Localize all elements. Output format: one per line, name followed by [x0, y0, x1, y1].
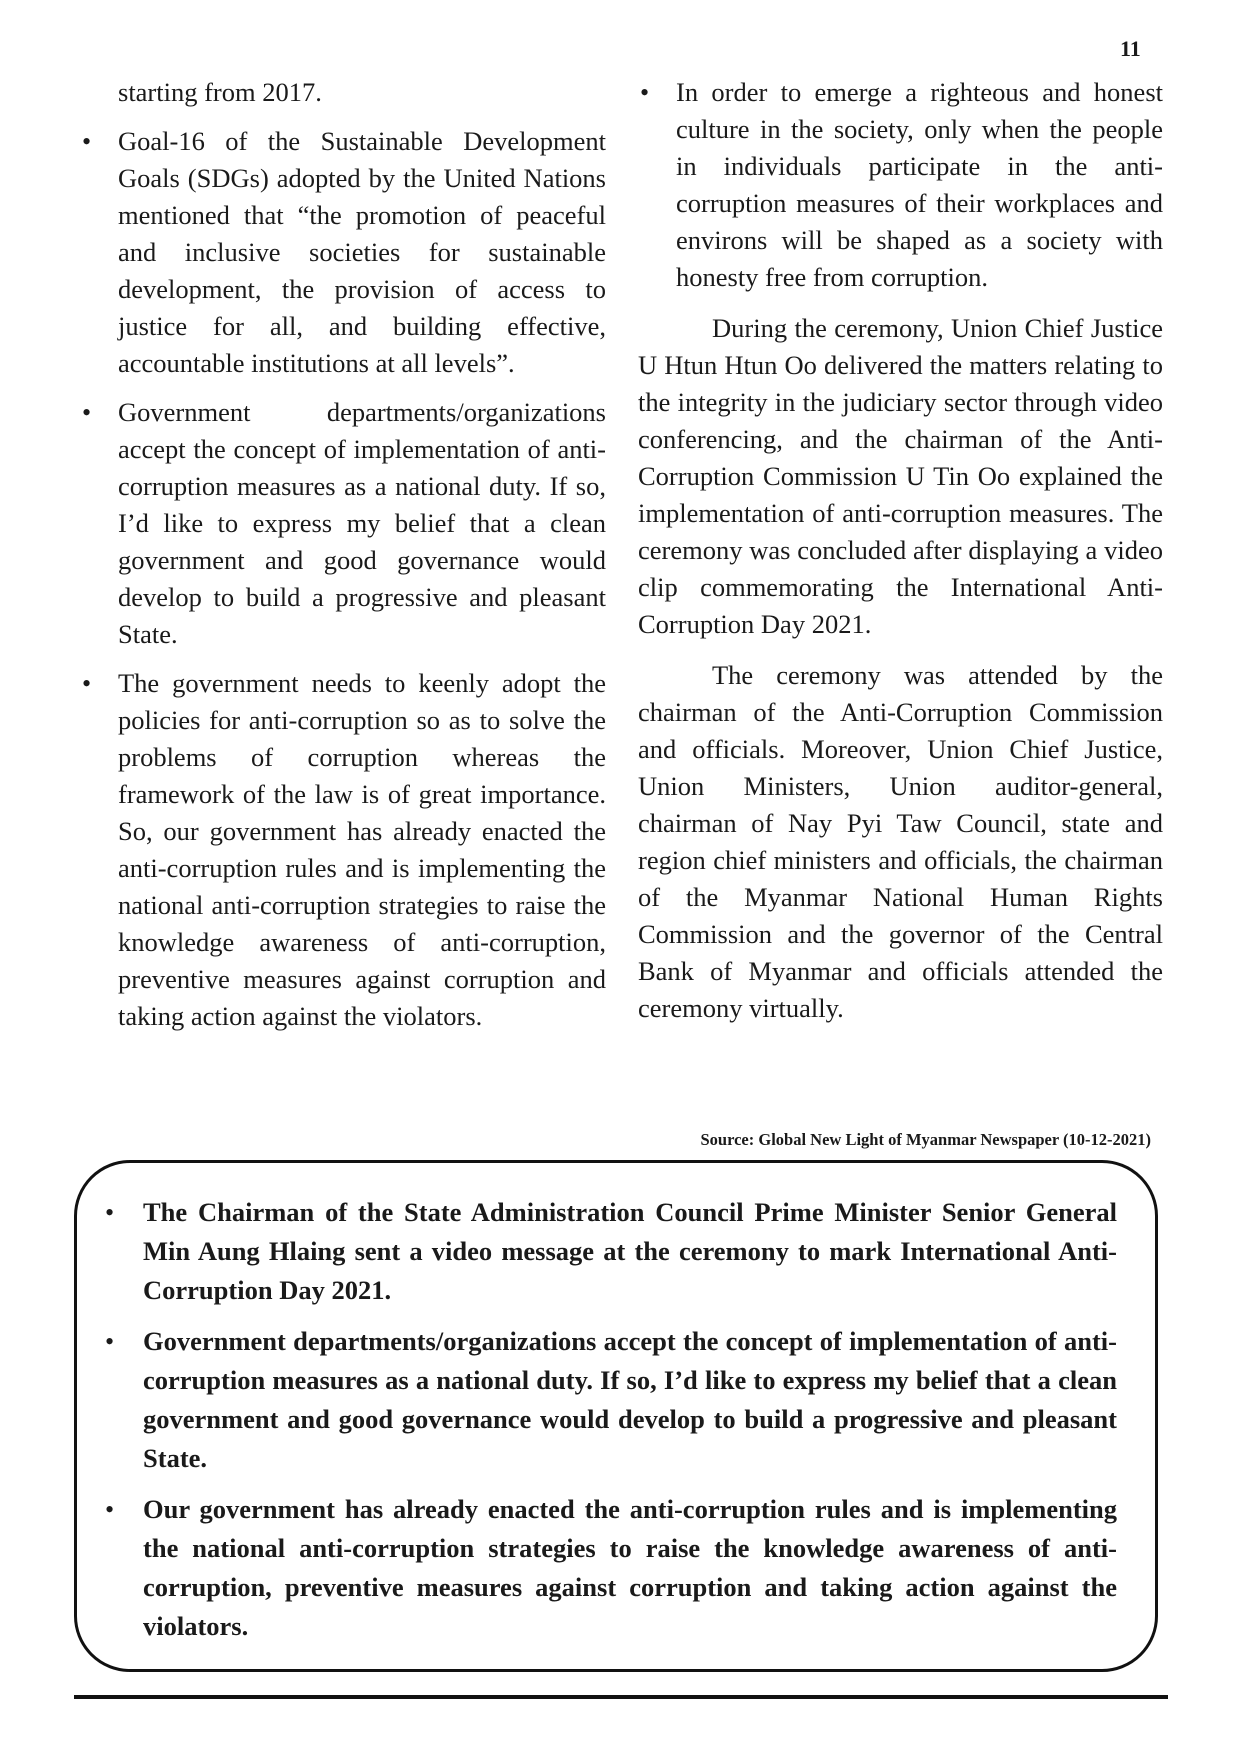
left-bullet-list	[80, 123, 606, 1035]
paragraph-attendance: The ceremony was attended by the chairman of the Anti-Corruption Commission and officials. Moreover, Union Chief Justice, Union Ministers, Union auditor-general, chairman of Nay Pyi Taw Council, state and region chief ministers and officials, the chairman of the Myanmar National Human Rights Commission and the governor of the Central Bank of Myanmar and officials attended the ceremony virtually.	[638, 660, 1163, 1023]
bullet-item-sdg-goal-16: • Goal-16 of the Sustainable Development Goals (SDGs) adopted by the United Nations mentioned that “the promotion of peaceful and inclusive societies for sustainable development, the provision of access to justice for all, and building effective, accountable institutions at all levels”.	[80, 123, 606, 382]
bullet-item-national-duty: • Government departments/organizations accept the concept of implementation of anti-corruption measures as a national duty. If so, I’d like to express my belief that a clean government and good governance would develop to build a progressive and pleasant State.	[80, 394, 606, 653]
continued-text: starting from 2017.	[118, 77, 322, 107]
page-number: 11	[1120, 36, 1141, 61]
summary-item-anti-corruption-rules: • Our government has already enacted the anti-corruption rules and is implementing the national anti-corruption strategies to raise the knowledge awareness of anti-corruption, preventive measures against corruption and taking action against the violators.	[99, 1490, 1117, 1646]
source-credit: Source: Global New Light of Myanmar Newspaper (10-12-2021)	[700, 1130, 1151, 1149]
bullet-item-anti-corruption-policies: • The government needs to keenly adopt the policies for anti-corruption so as to solve the problems of corruption whereas the framework of the law is of great importance. So, our government has already enacted the anti-corruption rules and is implementing the national anti-corruption strategies to raise the knowledge awareness of anti-corruption, preventive measures against corruption and taking action against the violators.	[80, 665, 606, 1035]
summary-item-national-duty: • Government departments/organizations accept the concept of implementation of anti-corruption measures as a national duty. If so, I’d like to express my belief that a clean government and good governance would develop to build a progressive and pleasant State.	[99, 1322, 1117, 1478]
summary-box	[74, 1160, 1158, 1672]
summary-item-video-message: • The Chairman of the State Administration Council Prime Minister Senior General Min Aung Hlaing sent a video message at the ceremony to mark International Anti-Corruption Day 2021.	[99, 1193, 1117, 1310]
bottom-divider	[74, 1695, 1168, 1699]
summary-bullet-list	[99, 1193, 1117, 1646]
right-column	[638, 74, 1163, 1027]
bullet-item-honest-culture: • In order to emerge a righteous and honest culture in the society, only when the people in individuals participate in the anti-corruption measures of their workplaces and environs will be shaped as a society with honesty free from corruption.	[638, 74, 1163, 296]
right-bullet-list	[638, 74, 1163, 296]
left-column	[80, 74, 606, 1035]
paragraph-ceremony: During the ceremony, Union Chief Justice U Htun Htun Oo delivered the matters relating to the integrity in the judiciary sector through video conferencing, and the chairman of the Anti-Corruption Commission U Tin Oo explained the implementation of anti-corruption measures. The ceremony was concluded after displaying a video clip commemorating the International Anti-Corruption Day 2021.	[638, 313, 1163, 639]
